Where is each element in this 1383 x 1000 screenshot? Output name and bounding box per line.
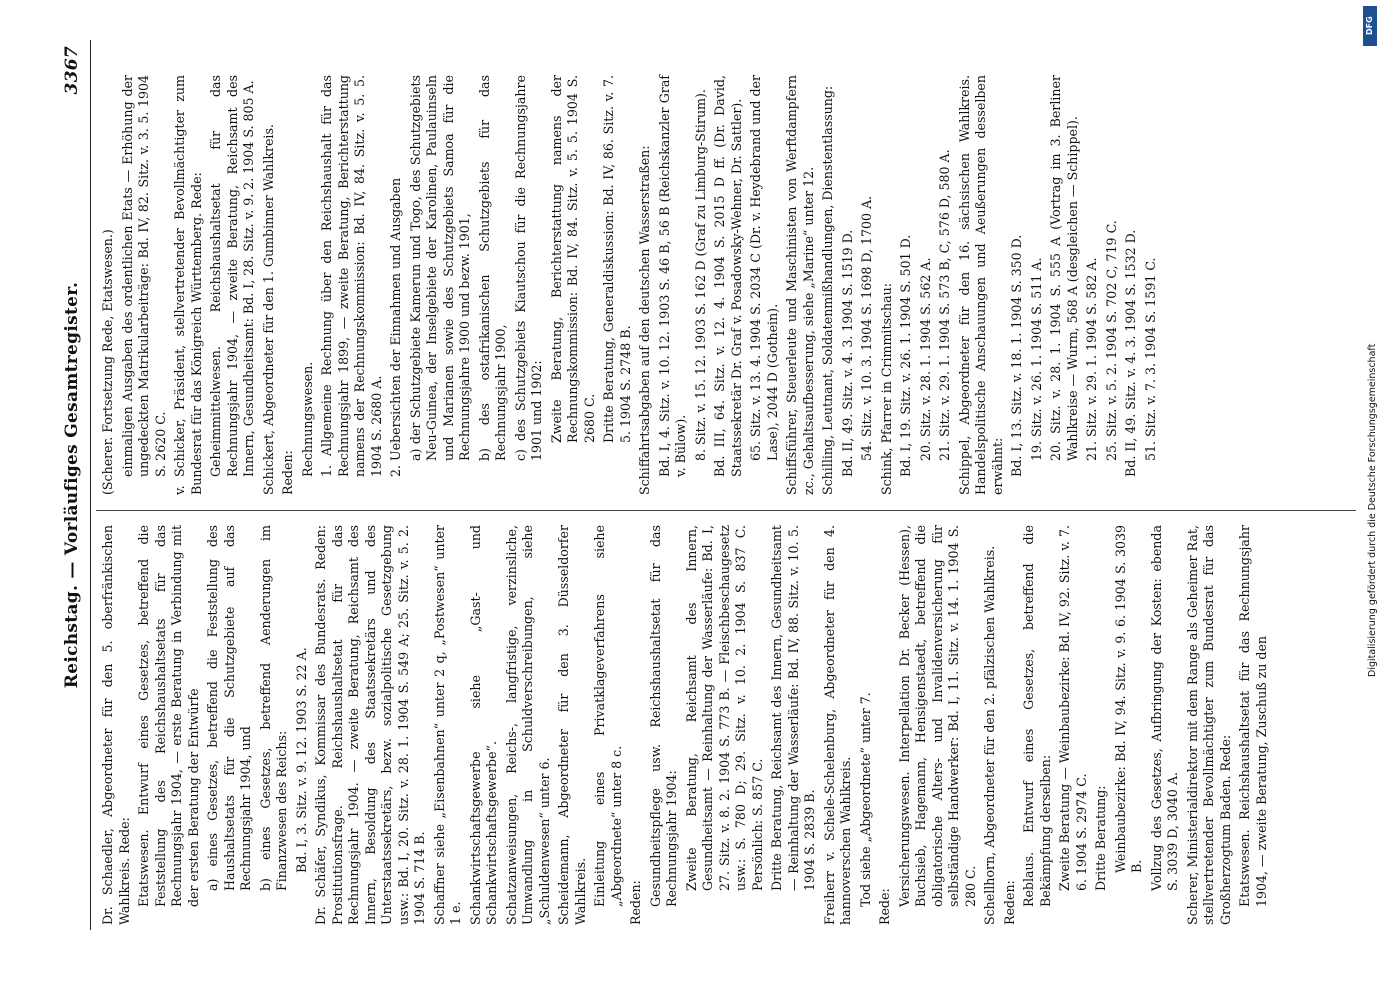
- entry-schilling: Schilling, Leutnant, Soldatenmißhandlungen, Dienstentlassung:: [820, 85, 835, 495]
- entry-text: 21. Sitz. v. 29. 1. 1904 S. 582 A.: [1084, 257, 1099, 461]
- entry-text: Reden:: [1001, 880, 1017, 925]
- entry-text: Bd. I, 3. Sitz. v. 9. 12. 1903 S. 22 A.: [293, 647, 309, 873]
- entry-text: Bd. III, 64. Sitz. v. 12. 4. 1904 S. 2015 D ff. (Dr. David, Staatssekretär Dr. Graf v. Posadowsky-Wehner, Dr. Sattler).: [712, 75, 744, 477]
- entry-text: Bd. II, 49. Sitz. v. 4. 3. 1904 S. 1532 D.: [1123, 229, 1138, 477]
- entry-text: a) eines Gesetzes, betreffend die Feststellung des Haushaltsetats für die Schutzgebiete auf das Rechnungsjahr 1904, und: [205, 525, 253, 891]
- entry-text: 20. Sitz. v. 28. 1. 1904 S. 562 A.: [917, 257, 933, 461]
- entry-schaefer: Dr. Schäfer, Syndikus, Kommissar des Bundesrats. Reden: Prostitutionsfrage. Reichshaushaltsetat für das Rechnungsjahr 1904. — zweite Beratung, Reichsamt des Innern, Besoldung des Staatssekretärs und des Unterstaatssekretärs, bezw. sozialpolitische Gesetzgebung usw.: Bd. I, 20. Sitz. v. 28. 1. 1904 S. 549 A; 25. Sitz. v. 5. 2. 1904 S. 714 B.: [313, 525, 427, 925]
- entry-text: Reden:: [280, 450, 295, 495]
- entry-text: 8. Sitz. v. 15. 12. 1903 S. 162 D (Graf zu Limburg-Stirum).: [692, 89, 708, 461]
- entry-schippel: Schippel, Abgeordneter für den 16. sächsischen Wahlkreis. Handelspolitische Anschauungen und Aeußerungen desselben erwähnt:: [956, 75, 1005, 495]
- entry-text: Geheimmittelwesen. Reichshaushaltsetat für das Rechnungsjahr 1904, — zweite Beratung, Reichsamt des Innern, Gesundheitsamt: Bd. I, 28. Sitz. v. 9. 2. 1904 S. 805 A.: [208, 75, 256, 477]
- entry-text: b) des ostafrikanischen Schutzgebiets für das Rechnungsjahr 1900,: [476, 75, 508, 461]
- entry-text: a) der Schutzgebiete Kamerun und Togo, des Schutzgebiets Neu-Guinea, der Inselgebiete der Karolinen, Paulauinseln und Marianen sowie des Schutzgebiets Samoa für die Rechnungsjahre 1900 und bezw. 1901,: [407, 75, 472, 461]
- left-column: [100, 525, 1273, 925]
- entry-text: Einleitung eines Privatklageverfahrens siehe „Abgeordnete“ unter 8 c.: [592, 525, 624, 907]
- entry-schankwirtschaftsgewerbe: Schankwirtschaftsgewerbe siehe „Gast- und Schankwirtschaftsgewerbe“.: [467, 525, 499, 925]
- entry-schiffahrtsabgaben: Schiffahrtsabgaben auf den deutschen Wasserstraßen:: [637, 145, 652, 495]
- entry-schele-schelenburg: Freiherr v. Schele-Schelenburg, Abgeordneter für den 4. hannoverschen Wahlkreis.: [821, 525, 853, 925]
- digitization-credit: Digitalisierung gefördert durch die Deutsche Forschungsgemeinschaft: [1367, 343, 1378, 677]
- entry-text: Etatswesen. Reichshaushaltsetat für das Rechnungsjahr 1904, — zweite Beratung, Zuschuß zu den: [1237, 525, 1269, 907]
- entry-scheidemann: Scheidemann, Abgeordneter für den 3. Düsseldorfer Wahlkreis.: [556, 525, 588, 925]
- entry-schaffner: Schaffner siehe „Eisenbahnen“ unter 2 q, „Postwesen“ unter 1 e.: [431, 525, 463, 925]
- entry-text: Versicherungswesen. Interpellation Dr. Becker (Hessen), Buchsieb, Hagemann, Hensigenstaedt, betreffend die obligatorische Alters- und Invalidenversicherung für selbständige Handwerker: Bd. I, 11. Sitz. v. 14. 1. 1904 S. 280 C.: [896, 525, 978, 907]
- entry-text: 25. Sitz. v. 5. 2. 1904 S. 702 C, 719 C.: [1103, 220, 1119, 461]
- entry-text: 1. Allgemeine Rechnung über den Reichshaushalt für das Rechnungsjahr 1899, — zweite Beratung, Berichterstattung namens der Rechnungskommission: Bd. IV, 84. Sitz. v. 5. 5. 1904 S. 2680 A.: [319, 75, 384, 477]
- entry-text: Zweite Beratung — Weinbaubezirke: Bd. IV, 92. Sitz. v. 7. 6. 1904 S. 2974 C.: [1057, 525, 1089, 891]
- right-column: [100, 75, 1162, 495]
- entry-text: b) eines Gesetzes, betreffend Aenderungen im Finanzwesen des Reichs:: [257, 525, 289, 891]
- entry-text: 54. Sitz. v. 10. 3. 1904 S. 1698 D, 1700 A.: [859, 195, 874, 461]
- entry-schellhorn: Schellhorn, Abgeordneter für den 2. pfälzischen Wahlkreis.: [982, 545, 997, 925]
- entry-scherer-continued: (Scherer. Fortsetzung Rede, Etatswesen.): [100, 229, 115, 495]
- entry-text: Etatswesen. Entwurf eines Gesetzes, betreffend die Feststellung des Reichshaushaltsetats für das Rechnungsjahr 1904, — erste Beratung in Verbindung mit der ersten Beratung der Entwürfe: [136, 525, 201, 907]
- entry-text: c) des Schutzgebiets Kiautschou für die Rechnungsjahre 1901 und 1902:: [512, 75, 544, 461]
- entry-text: Bd. I, 19. Sitz. v. 26. 1. 1904 S. 501 D.: [898, 234, 913, 477]
- page-number: 3367: [62, 46, 82, 95]
- entry-text: Reden:: [628, 880, 643, 925]
- entry-text: Reblaus. Entwurf eines Gesetzes, betreffend die Bekämpfung derselben:: [1021, 525, 1053, 907]
- running-head: [62, 40, 91, 930]
- entry-schatzanweisungen: Schatzanweisungen, Reichs-, langfristige, verzinsliche, Umwandlung in Schuldverschreibungen, siehe „Schuldenwesen“ unter 6.: [503, 525, 552, 925]
- entry-text: Dritte Beratung, Generaldiskussion: Bd. IV, 86. Sitz. v. 7. 5. 1904 S. 2748 B.: [601, 75, 633, 443]
- entry-text: Weinbaubezirke: Bd. IV, 94. Sitz. v. 9. 6. 1904 S. 3039 B.: [1112, 525, 1144, 873]
- entry-text: 19. Sitz. v. 26. 1. 1904 S. 511 A.: [1028, 257, 1044, 461]
- running-head-title: Reichstag. — Vorläufiges Gesamtregister.: [62, 281, 82, 689]
- entry-text: Bd. I, 13. Sitz. v. 18. 1. 1904 S. 350 D.: [1009, 234, 1024, 477]
- entry-text: Dritte Beratung, Reichsamt des Innern, Gesundheitsamt — Reinhaltung der Wasserläufe: Bd. IV, 88. Sitz. v. 10. 5. 1904 S. 2839 B.: [769, 525, 817, 891]
- entry-text: Dritte Beratung:: [1093, 785, 1108, 891]
- entry-scherer: Scherer, Ministerialdirektor mit dem Range als Geheimer Rat, stellvertretender Bevollmächtigter zum Bundesrat für das Großherzogtum Baden. Rede:: [1184, 525, 1233, 925]
- entry-text: Rechnungswesen.: [299, 361, 315, 477]
- entry-text: 20. Sitz. v. 28. 1. 1904 S. 555 A (Vortrag im 3. Berliner Wahlkreise — Wurm, 568 A (desgleichen — Schippel).: [1048, 75, 1080, 461]
- column-divider: [96, 510, 1356, 511]
- entry-text: 21. Sitz. v. 29. 1. 1904 S. 573 B, C, 576 D, 580 A.: [937, 149, 952, 461]
- entry-schicker: v. Schicker, Präsident, stellvertretender Bevollmächtigter zum Bundesrat für das Königreich Württemberg. Rede:: [172, 75, 204, 495]
- entry-schaedler: Dr. Schaedler, Abgeordneter für den 5. oberfränkischen Wahlkreis. Rede:: [100, 525, 132, 925]
- entry-schiffsfuehrer: Schiffsführer, Steuerleute und Maschinisten von Werftdampfern zc., Gehaltsaufbesserung, siehe „Marine“ unter 12.: [784, 75, 816, 495]
- entry-text: Zweite Beratung, Reichsamt des Innern, Gesundheitsamt — Reinhaltung der Wasserläufe: Bd. I, 27. Sitz. v. 8. 2. 1904 S. 773 B. — Fleischbeschaugesetz usw.: S. 780 D; 29. Sitz. v. 10. 2. 1904 S. 837 C. Persönlich: S. 857 C.: [683, 525, 765, 891]
- entry-text: Vollzug des Gesetzes, Aufbringung der Kosten: ebenda S. 3039 D, 3040 A.: [1148, 525, 1180, 891]
- entry-schink: Schink, Pfarrer in Crimmitschau:: [878, 282, 894, 495]
- dfg-logo: DFG: [1363, 6, 1377, 46]
- entry-text: 51. Sitz. v. 7. 3. 1904 S. 1591 C.: [1142, 257, 1158, 461]
- entry-schickert: Schickert, Abgeordneter für den 1. Gumbinner Wahlkreis.: [260, 124, 276, 495]
- entry-text: Bd. I, 4. Sitz. v. 10. 12. 1903 S. 46 B, 56 B (Reichskanzler Graf v. Bülow).: [656, 75, 688, 477]
- entry-text: Gesundheitspflege usw. Reichshaushaltsetat für das Rechnungsjahr 1904:: [647, 525, 679, 907]
- entry-text: 65. Sitz. v. 13. 4. 1904 S. 2034 C (Dr. v. Heydebrand und der Lase), 2044 D (Gothein).: [748, 75, 780, 461]
- entry-text: einmaligen Ausgaben des ordentlichen Etats — Erhöhung der ungedeckten Matrikularbeiträge: Bd. IV, 82. Sitz. v. 3. 5. 1904 S. 2620 C.: [119, 75, 168, 477]
- entry-text: Tod siehe „Abgeordnete“ unter 7.: [857, 692, 873, 907]
- entry-text: Zweite Beratung, Berichterstattung namens der Rechnungskommission: Bd. IV, 84. Sitz. v. 5. 5. 1904 S. 2680 C.: [548, 75, 597, 443]
- entry-text: Rede:: [877, 888, 892, 925]
- entry-text: Bd. II, 49. Sitz. v. 4. 3. 1904 S. 1519 D.: [839, 229, 855, 477]
- entry-text: 2. Uebersichten der Einnahmen und Ausgaben: [388, 177, 403, 477]
